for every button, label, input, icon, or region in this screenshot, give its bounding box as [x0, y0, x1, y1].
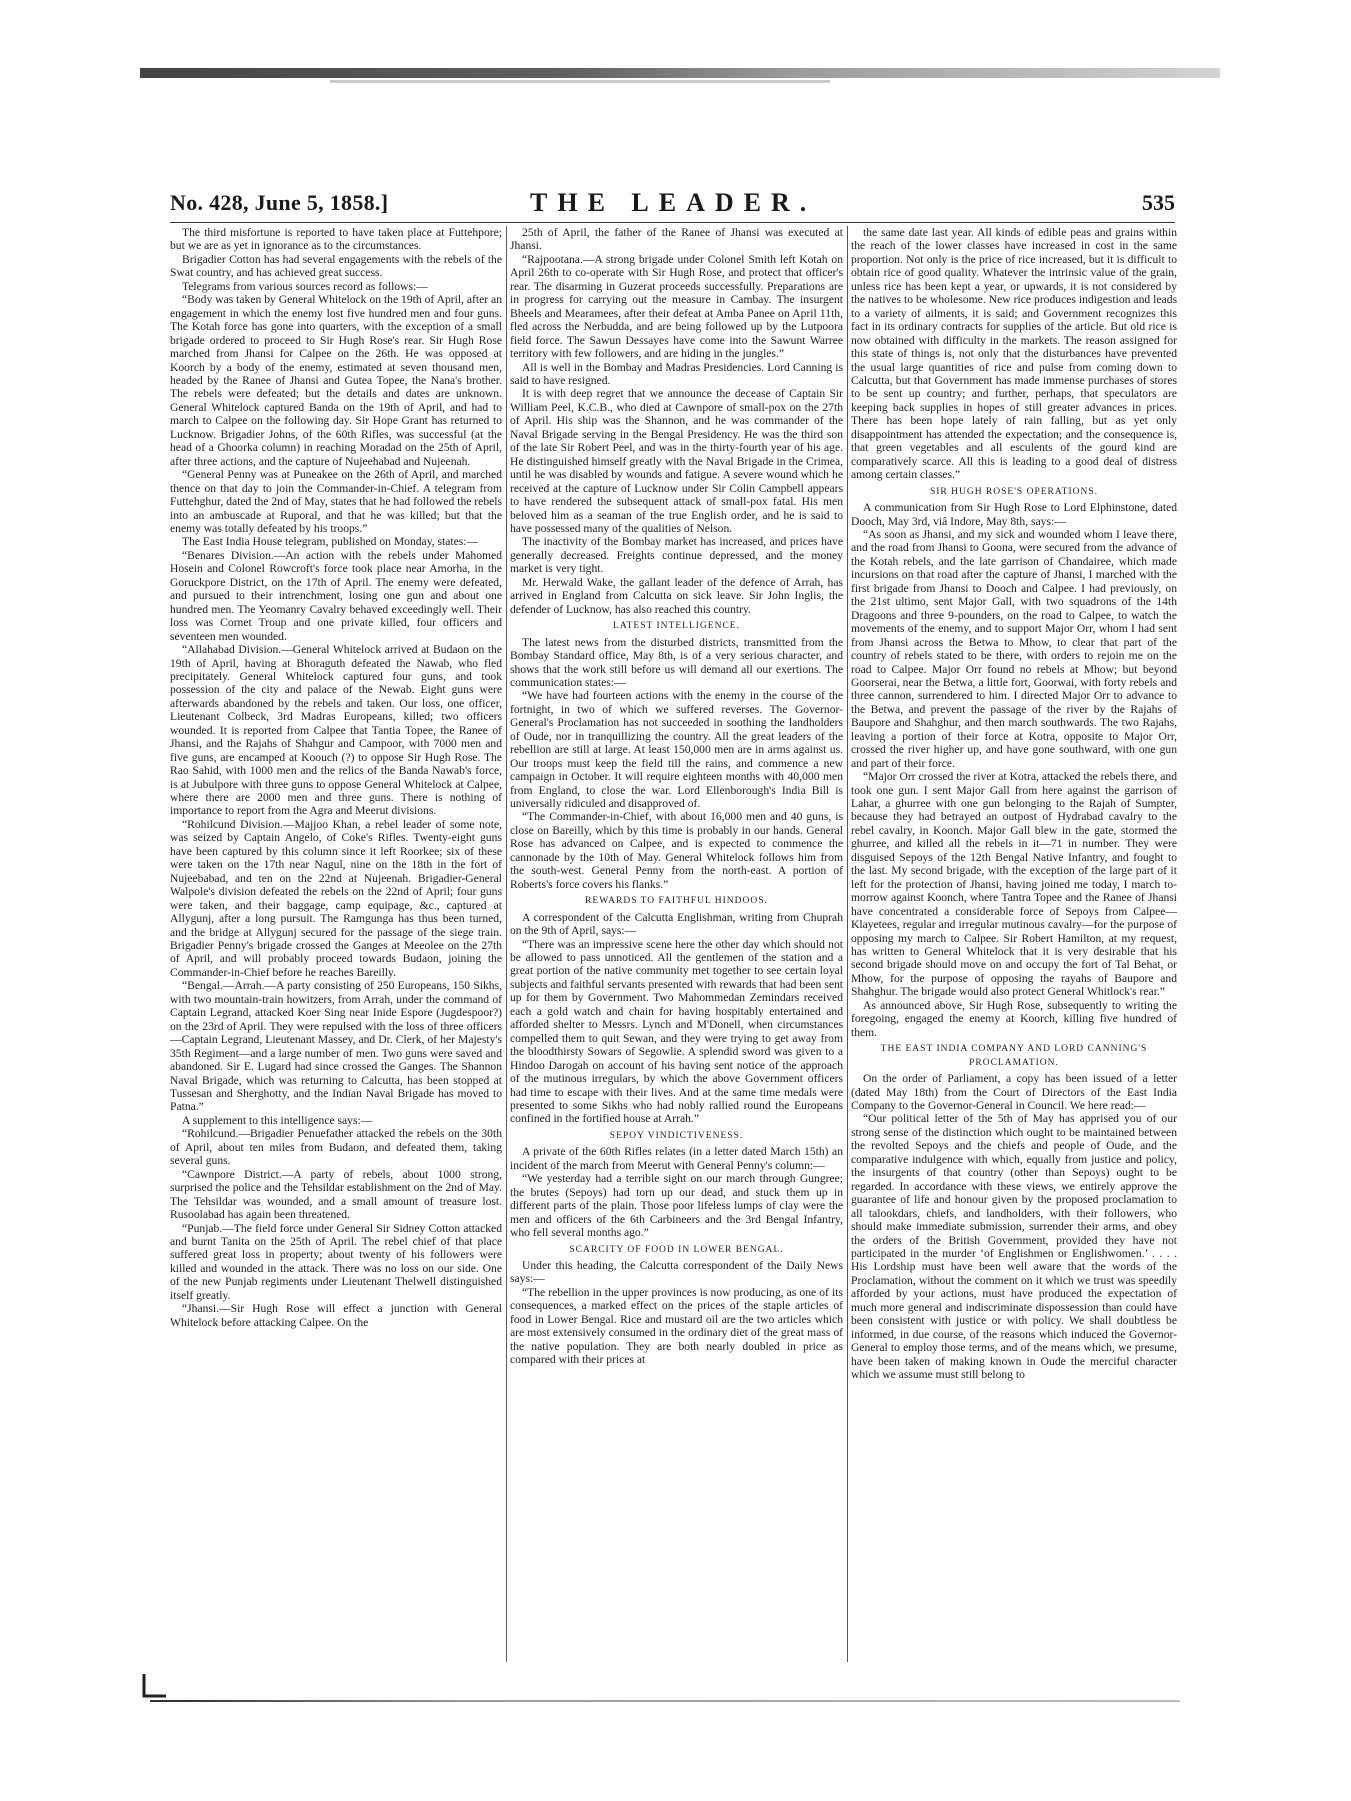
paragraph: “Rohilcund Division.—Majjoo Khan, a rebel leader of some note, was seized by Captain Angelo, of Coke's Rifles. Twenty-eight guns have been captured by this column since it left Roorkee; six of these were taken on the 17th near Nagul, nine on the 18th in the fort of Nujeebabad, and ten on the 22nd at Nujeenah. Brigadier-General Walpole's division defeated the rebels on the 22nd of April; four guns were taken, and their baggage, camp equipage, &c., captured at Allygunj, after a long pursuit. The Ramgunga has thus been turned, and the bridge at Allygunj secured for the passage of the siege train. Brigadier Penny's brigade crossed the Ganges at Meeolee on the 27th of April, and will probably proceed towards Budaon, joining the Commander-in-Chief before he reaches Bareilly. [170, 817, 502, 979]
issue-date: No. 428, June 5, 1858.] [170, 190, 389, 215]
paragraph: A communication from Sir Hugh Rose to Lord Elphinstone, dated Dooch, May 3rd, viâ Indore, May 8th, says:— [851, 501, 1177, 528]
column-right [851, 226, 1177, 1664]
paragraph: It is with deep regret that we announce the decease of Captain Sir William Peel, K.C.B., who died at Cawnpore of small-pox on the 27th of April. His ship was the Shannon, and he was commander of the Naval Brigade serving in the Bengal Presidency. He was the third son of the late Sir Robert Peel, and was in the thirty-fourth year of his age. He distinguished himself greatly with the Naval Brigade in the Crimea, until he was disabled by wounds and fatigue. A severe wound which he received at the capture of Lucknow under Sir Colin Campbell appears to have rendered the subsequent attack of small-pox fatal. His men beloved him as a seaman of the true English order, and he is said to have possessed many of the qualities of Nelson. [510, 387, 843, 535]
paragraph: The inactivity of the Bombay market has increased, and prices have generally decreased. Freights continue depressed, and the money market is very tight. [510, 535, 843, 576]
paragraph: The latest news from the disturbed districts, transmitted from the Bombay Standard office, May 8th, is of a very serious character, and shows that the work still before us will demand all our exertions. The communication states:— [510, 635, 843, 689]
paragraph: All is well in the Bombay and Madras Presidencies. Lord Canning is said to have resigned. [510, 360, 843, 387]
paragraph: Brigadier Cotton has had several engagements with the rebels of the Swat country, and has achieved great success. [170, 252, 502, 280]
paragraph: Mr. Herwald Wake, the gallant leader of the defence of Arrah, has arrived in England from Calcutta on sick leave. Sir John Inglis, the defender of Lucknow, has also reached this country. [510, 575, 843, 616]
paragraph: “Major Orr crossed the river at Kotra, attacked the rebels there, and took one gun. I sent Major Gall from here against the garrison of Lahar, a ghurree with one gun belonging to the Rajah of Sumpter, because they had betrayed an outpost of Hydrabad cavalry to the rebel cavalry, in Koonch. Major Gall blew in the gate, stormed the ghurree, and killed all the rebels in it—71 in number. They were disguised Sepoys of the 12th Bengal Native Infantry, and fought to the last. My second brigade, with the exception of the large part of it left for the protection of Jhansi, having joined me today, I march to-morrow against Koonch, where Tantra Topee and the Ranee of Jhansi have concentrated a considerable force of Sepoys from Calpee—Klayetees, regular and irregular mutinous cavalry—for the purpose of opposing my march to Calpee. Sir Robert Hamilton, at my request, has written to General Whitelock that it is very desirable that his second brigade should move on and occupy the fort of Tal Behat, or Mhow, for the purpose of opposing the rayahs of Baupore and Shahghur. The brigade would also protect General Whitlock's rear.” [851, 770, 1177, 999]
paragraph: A supplement to this intelligence says:— [182, 1113, 373, 1127]
section-heading: SCARCITY OF FOOD IN LOWER BENGAL. [569, 1244, 784, 1255]
section-heading: SIR HUGH ROSE'S OPERATIONS. [929, 486, 1099, 497]
paragraph: “Punjab.—The field force under General Sir Sidney Cotton attacked and burnt Tanita on the 25th of April. The rebel chief of that place suffered great loss in property; about twenty of his followers were killed and wounded in the attack. There was no loss on our side. One of the new Punjab regiments under Lieutenant Thelwell distinguished itself greatly. [170, 1221, 502, 1302]
paragraph: “As soon as Jhansi, and my sick and wounded whom I leave there, and the road from Jhansi to Goona, were secured from the advance of the Kotah rebels, and the late garrison of Chandairee, which made incursions on that road after the capture of Jhansi, I marched with the first brigade from Jhansi to Dooch and Calpee. I had previously, on the 21st ultimo, sent Major Gall, with two squadrons of the 14th Dragoons and three 9-pounders, on the road to Calpee, to watch the movements of the enemy, and to support Major Orr, whom I had sent from Jhansi across the Betwa to Mhow, to clear that part of the country of rebels stated to be there, with orders to rejoin me on the road to Calpee. Major Orr found no rebels at Mhow; but beyond Goorserai, near the Betwa, a little fort, Goorwai, with forty rebels and three cannon, surrendered to him. I directed Major Orr to advance to the Betwa, and prevent the passage of the river by the Rajahs of Baupore and Shahghur, and then march southwards. The two Rajahs, leaving a portion of their force at Kotra, opposite to Major Orr, crossed the river higher up, and have gone southward, with one gun and part of their force. [851, 527, 1177, 770]
newspaper-title: THE LEADER. [530, 188, 817, 217]
paragraph: The third misfortune is reported to have taken place at Futtehpore; but we are as yet in ignorance as to the circumstances. [170, 226, 502, 253]
section-heading: LATEST INTELLIGENCE. [613, 621, 740, 632]
section-heading: REWARDS TO FAITHFUL HINDOOS. [585, 896, 768, 907]
paragraph: A correspondent of the Calcutta Englishman, writing from Chuprah on the 9th of April, says:— [510, 910, 843, 938]
scan-edge-artifact-secondary [330, 80, 830, 83]
column-left [170, 226, 502, 1664]
paragraph: “Cawnpore District.—A party of rebels, about 1000 strong, surprised the police and the Tehsildar establishment on the 2nd of May. The Tehsildar was wounded, and a small amount of treasure lost. Rusoolabad has again been threatened. [170, 1167, 502, 1222]
paragraph: 25th of April, the father of the Ranee of Jhansi was executed at Jhansi. [510, 226, 843, 253]
paragraph: “General Penny was at Puneakee on the 26th of April, and marched thence on that day to join the Commander-in-Chief. A telegram from Futtehghur, dated the 2nd of May, states that he had followed the rebels into an ambuscade at Ruporal, and that he was killed; but that the enemy was totally defeated by his troops.” [170, 468, 502, 535]
paragraph: “The rebellion in the upper provinces is now producing, as one of its consequences, a marked effect on the prices of the staple articles of food in Lower Bengal. Rice and mustard oil are the two articles which are most extensively consumed in the ordinary diet of the great mass of the native population. They are both nearly doubled in price as compared with their prices at [510, 1285, 843, 1367]
paragraph: Under this heading, the Calcutta correspondent of the Daily News says:— [510, 1258, 843, 1286]
paragraph: “Bengal.—Arrah.—A party consisting of 250 Europeans, 150 Sikhs, with two mountain-train howitzers, from Arrah, under the command of Captain Legrand, attacked Koer Sing near Inide Espore (Jugdespoor?) on the 23rd of April. They were repulsed with the loss of three officers—Captain Legrand, Lieutenant Massey, and Dr. Clerk, of her Majesty's 35th Regiment—and a large number of men. Two guns were saved and abandoned. Sir E. Lugard had since crossed the Ganges. The Shannon Naval Brigade, which was returning to Calcutta, has been stopped at Tussesan and Sherghotty, and the Indian Naval Brigade has moved to Patna.” [170, 979, 502, 1114]
section-heading: SEPOY VINDICTIVENESS. [609, 1130, 744, 1141]
paragraph: the same date last year. All kinds of edible peas and grains within the reach of the lower classes have increased in cost in the same proportion. Not only is the price of rice increased, but it is difficult to obtain rice of good quality. Whatever the intrinsic value of the grain, unless rice has been kept a year, or upwards, it is not considered by the natives to be wholesome. New rice produces indigestion and leads to a variety of ailments, it is said; and Government recognizes this fact in its ordinary contracts for supplies of the article. But old rice is now obtained with difficulty in the markets. The reason assigned for this state of things is, not only that the disturbances have prevented the usual large quantities of rice and pulse from coming down to Calcutta, but that Government has made immense purchases of stores to be sent up country; and further, perhaps, that speculators are keeping back supplies in hopes of still greater advances in prices. There has been hope lately of rain falling, but as yet only disappointment has attended the expectation; and the consequence is, that green vegetables and all esculents of the gourd kind are comparatively scarce. All this is leading to a good deal of distress among certain classes.” [851, 226, 1177, 482]
paragraph: “Our political letter of the 5th of May has apprised you of our strong sense of the distinction which ought to be maintained between the revolted Sepoys and the chiefs and people of Oude, and the comparative indulgence with which, equally from justice and policy, the insurgents of that country (other than Sepoys) ought to be regarded. In accordance with these views, we entirely approve the guarantee of life and honour given by the proposed proclamation to all talookdars, chiefs, and landholders, with their followers, who should make immediate submission, surrender their arms, and obey the orders of the British Government, provided they have not participated in the murder ‘of Englishmen or Englishwomen.’ . . . . His Lordship must have been well aware that the words of the Proclamation, without the comment on it which we trust was speedily afforded by your actions, must have produced the expectation of much more general and indiscriminate dispossession than could have been consistent with justice or with policy. We shall doubtless be informed, in due course, of the reasons which induced the Governor-General to employ those terms, and of the means which, we presume, have been taken of making known in Oude the merciful character which we assume must still belong to [851, 1112, 1177, 1382]
page-header [170, 188, 1175, 223]
paragraph: The East India House telegram, published on Monday, states:— [182, 535, 479, 549]
bottom-rule [150, 1700, 1180, 1702]
paragraph: “We yesterday had a terrible sight on our march through Gungree; the brutes (Sepoys) had torn up our dead, and stuck them up in different parts of the plain. Those poor lifeless lumps of clay were the men and officers of the 6th Carbineers and the 3rd Bengal Infantry, who fell several months ago.” [510, 1172, 843, 1240]
paragraph: “Rajpootana.—A strong brigade under Colonel Smith left Kotah on April 26th to co-operate with Sir Hugh Rose, and protect that officer's rear. The disarming in Guzerat proceeds successfully. Preparations are in progress for carrying out the measure in Cambay. The insurgent Bheels and Mearamees, after their defeat at Amba Panee on April 11th, fled across the Nerbudda, and are being followed up by the Lutpoora field force. The Sawun Dessayes have come into the Sawunt Warree territory with few followers, and are hiding in the jungles.” [510, 252, 843, 361]
paragraph: As announced above, Sir Hugh Rose, subsequently to writing the foregoing, engaged the enemy at Koorch, killing five hundred of them. [851, 998, 1177, 1039]
paragraph: Telegrams from various sources record as follows:— [182, 279, 428, 293]
paragraph: “We have had fourteen actions with the enemy in the course of the fortnight, in two of which we suffered reverses. The Governor-General's Proclamation has not succeeded in soothing the landholders of Oude, nor in tranquillizing the country. All the great leaders of the rebellion are still at large. At least 150,000 men are in arms against us. Our troops must keep the field till the rains, and commence a new campaign in October. It will require eighteen months with 40,000 men from England, to close the war. Lord Ellenborough's India Bill is universally ridiculed and disapproved of. [510, 689, 843, 811]
section-heading: THE EAST INDIA COMPANY AND LORD CANNING'S PROCLAMATION. [880, 1044, 1148, 1068]
paragraph: “There was an impressive scene here the other day which should not be allowed to pass unnoticed. All the gentlemen of the station and a great portion of the native community met together to see certain loyal subjects and faithful servants presented with rewards that had been sent up for them by Government. Two Mahommedan Zemindars received each a gold watch and chain for having hospitably entertained and afforded shelter to Messrs. Lynch and M'Donell, when circumstances compelled them to quit Sewan, and they were trying to get away from the bloodthirsty Sowars of Segowlie. A splendid sword was given to a Hindoo Darogah on account of his having sent notice of the approach of the mutinous irregulars, by which the above Government officers had time to escape with their lives. And at the same time medals were presented to some Sikhs who had nobly rallied round the Europeans confined in the fortified house at Arrah.” [510, 937, 843, 1126]
column-middle [510, 226, 843, 1664]
paragraph: “Benares Division.—An action with the rebels under Mahomed Hosein and Colonel Rowcroft's force took place near Amorha, in the Goruckpore District, on the 17th of April. The enemy were defeated, and pursued to their intrenchment, losing one gun and about one hundred men. The Yeomanry Cavalry behaved exceedingly well. Their loss was Cornet Troup and one private killed, four officers and seventeen men wounded. [170, 548, 502, 643]
column-rule-left [506, 226, 507, 1662]
paragraph: On the order of Parliament, a copy has been issued of a letter (dated May 18th) from the Court of Directors of the East India Company to the Governor-General in Council. We here read:— [851, 1072, 1177, 1112]
paragraph: “Rohilcund.—Brigadier Penuefather attacked the rebels on the 30th of April, about ten miles from Budaon, and defeated them, taking several guns. [170, 1127, 502, 1168]
paragraph: “Allahabad Division.—General Whitelock arrived at Budaon on the 19th of April, having at Bhoraguth defeated the Nawab, who fled precipitately. General Whitelock captured four guns, and took possession of the city and palace of the Newab. Eight guns were afterwards abandoned by the rebels and taken. Our loss, one officer, Lieutenant Colbeck, 3rd Madras Europeans, killed; two officers wounded. It is reported from Calpee that Tantia Topee, the Ranee of Jhansi, and the Rajahs of Shahgur and Campoor, with 7000 men and five guns, are encamped at Koouch (?) to oppose Sir Hugh Rose. The Rao Sahid, with 1000 men and the relics of the Banda Nawab's force, is at Jubulpore with three guns to oppose General Whitelock at Calpee, where there are 2000 men and three guns. There is nothing of importance to report from the Agra and Meerut divisions. [170, 643, 502, 818]
paragraph: “The Commander-in-Chief, with about 16,000 men and 40 guns, is close on Bareilly, which by this time is probably in our hands. General Rose has advanced on Calpee, and is expected to commence the cannonade by the 10th of May. General Whitelock follows him from the south-west. General Penny from the north-east. A portion of Roberts's force covers his flanks.” [510, 810, 843, 891]
paragraph: “Body was taken by General Whitelock on the 19th of April, after an engagement in which the enemy lost five hundred men and four guns. The Kotah force has gone into quarters, with the exception of a small brigade ordered to proceed to Sir Hugh Rose's rear. Sir Hugh Rose marched from Jhansi for Calpee on the 26th. He was opposed at Koorch by a body of the enemy, estimated at seven thousand men, headed by the Ranee of Jhansi and Gutea Topee, the Nana's brother. The rebels were defeated; but the details and dates are unknown. General Whitelock captured Banda on the 19th of April, and had to march to Calpee on the following day. Sir Hope Grant has returned to Lucknow. Brigadier Johns, of the 60th Rifles, was successful (at the head of a Ghoorka column) in reaching Moradad on the 25th of April, after three actions, and the capture of Nujeehabad and Nujeenah. [170, 293, 502, 468]
column-rule-right [847, 226, 848, 1662]
printer-mark-icon [136, 1672, 170, 1700]
page-number: 535 [1142, 190, 1175, 215]
paragraph: A private of the 60th Rifles relates (in a letter dated March 15th) an incident of the march from Meerut with General Penny's column:— [510, 1145, 843, 1172]
scan-edge-artifact [140, 68, 1220, 78]
paragraph: “Jhansi.—Sir Hugh Rose will effect a junction with General Whitelock before attacking Calpee. On the [170, 1302, 502, 1329]
